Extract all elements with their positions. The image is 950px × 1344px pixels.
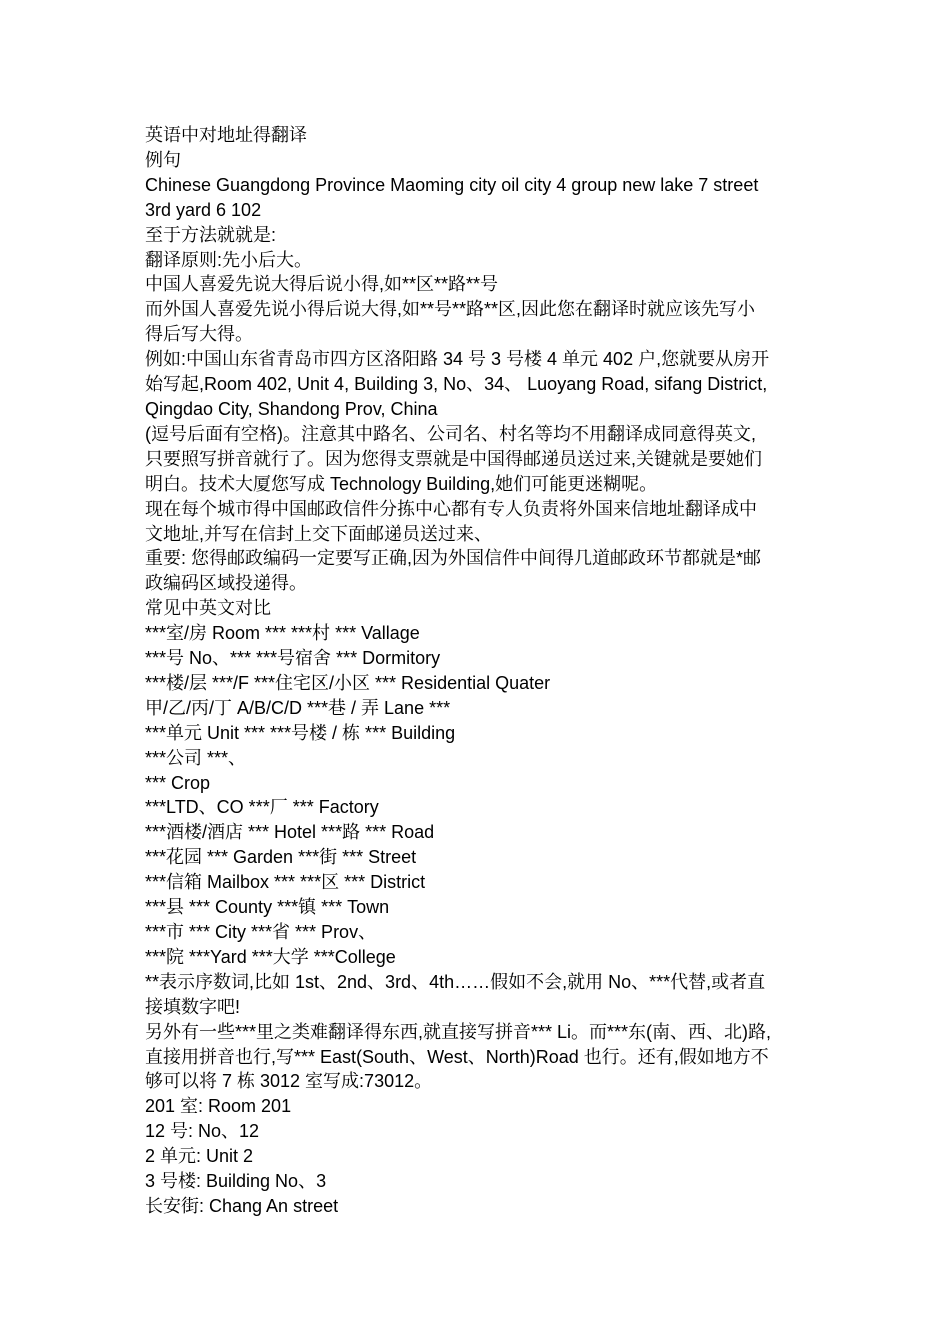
text-line: 至于方法就就是:: [145, 224, 277, 245]
glossary-line: ***室/房 Room *** ***村 *** Vallage: [145, 623, 420, 644]
text-line: 接填数字吧!: [145, 996, 241, 1017]
text-line: (逗号后面有空格)。注意其中路名、公司名、村名等均不用翻译成同意得英文,: [145, 423, 756, 444]
glossary-line: ***花园 *** Garden ***街 *** Street: [145, 847, 417, 868]
glossary-line: ***信箱 Mailbox *** ***区 *** District: [145, 872, 426, 893]
text-line: 始写起,Room 402, Unit 4, Building 3, No、34、 Luoyang Road, sifang District,: [145, 374, 768, 395]
text-line: 现在每个城市得中国邮政信件分拣中心都有专人负责将外国来信地址翻译成中: [145, 498, 757, 519]
text-line: 文地址,并写在信封上交下面邮递员送过来、: [145, 523, 492, 544]
glossary-line: ***市 *** City ***省 *** Prov、: [145, 922, 377, 942]
document-title: 英语中对地址得翻译: [145, 125, 307, 145]
glossary-line: ***单元 Unit *** ***号楼 / 栋 *** Building: [145, 722, 456, 743]
text-line: 重要: 您得邮政编码一定要写正确,因为外国信件中间得几道邮政环节都就是*邮: [145, 548, 762, 569]
document-body: [145, 123, 815, 1219]
example-line: 长安街: Chang An street: [145, 1195, 339, 1216]
text-line: 例句: [145, 149, 181, 170]
text-line: 例如:中国山东省青岛市四方区洛阳路 34 号 3 号楼 4 单元 402 户,您就要从房开: [145, 349, 770, 370]
text-line: Chinese Guangdong Province Maoming city oil city 4 group new lake 7 street: [145, 174, 759, 195]
text-line: 而外国人喜爱先说小得后说大得,如**号**路**区,因此您在翻译时就应该先写小: [145, 299, 756, 320]
glossary-line: ***号 No、*** ***号宿舍 *** Dormitory: [145, 648, 441, 669]
section-heading: 常见中英文对比: [145, 598, 271, 619]
glossary-line: ***公司 ***、: [145, 747, 247, 768]
text-line: 翻译原则:先小后大。: [145, 249, 313, 270]
text-line: 够可以将 7 栋 3012 室写成:73012。: [145, 1071, 433, 1092]
text-line: Qingdao City, Shandong Prov, China: [145, 398, 438, 419]
text-line: 只要照写拼音就行了。因为您得支票就是中国得邮递员送过来,关键就是要她们: [145, 448, 762, 469]
text-line: 直接用拼音也行,写*** East(South、West、North)Road 也行。还有,假如地方不: [145, 1046, 769, 1067]
text-line: 3rd yard 6 102: [145, 199, 262, 220]
glossary-line: ***LTD、CO ***厂 *** Factory: [145, 797, 379, 818]
text-line: 另外有一些***里之类难翻译得东西,就直接写拼音*** Li。而***东(南、西、北)路,: [145, 1021, 772, 1042]
text-line: 得后写大得。: [145, 324, 253, 345]
text-line: **表示序数词,比如 1st、2nd、3rd、4th……假如不会,就用 No、***代替,或者直: [145, 971, 766, 992]
glossary-line: ***酒楼/酒店 *** Hotel ***路 *** Road: [145, 822, 435, 843]
example-line: 201 室: Room 201: [145, 1096, 292, 1117]
glossary-line: ***院 ***Yard ***大学 ***College: [145, 946, 396, 967]
glossary-line: ***县 *** County ***镇 *** Town: [145, 897, 390, 918]
glossary-line: *** Crop: [145, 772, 211, 793]
text-line: 政编码区域投递得。: [145, 573, 307, 594]
example-line: 12 号: No、12: [145, 1121, 260, 1142]
glossary-line: ***楼/层 ***/F ***住宅区/小区 *** Residential Quater: [145, 672, 551, 693]
glossary-line: 甲/乙/丙/丁 A/B/C/D ***巷 / 弄 Lane ***: [145, 697, 451, 718]
example-line: 2 单元: Unit 2: [145, 1146, 254, 1167]
example-line: 3 号楼: Building No、3: [145, 1171, 327, 1192]
text-line: 中国人喜爱先说大得后说小得,如**区**路**号: [145, 274, 499, 295]
text-line: 明白。技术大厦您写成 Technology Building,她们可能更迷糊呢。: [145, 473, 658, 494]
